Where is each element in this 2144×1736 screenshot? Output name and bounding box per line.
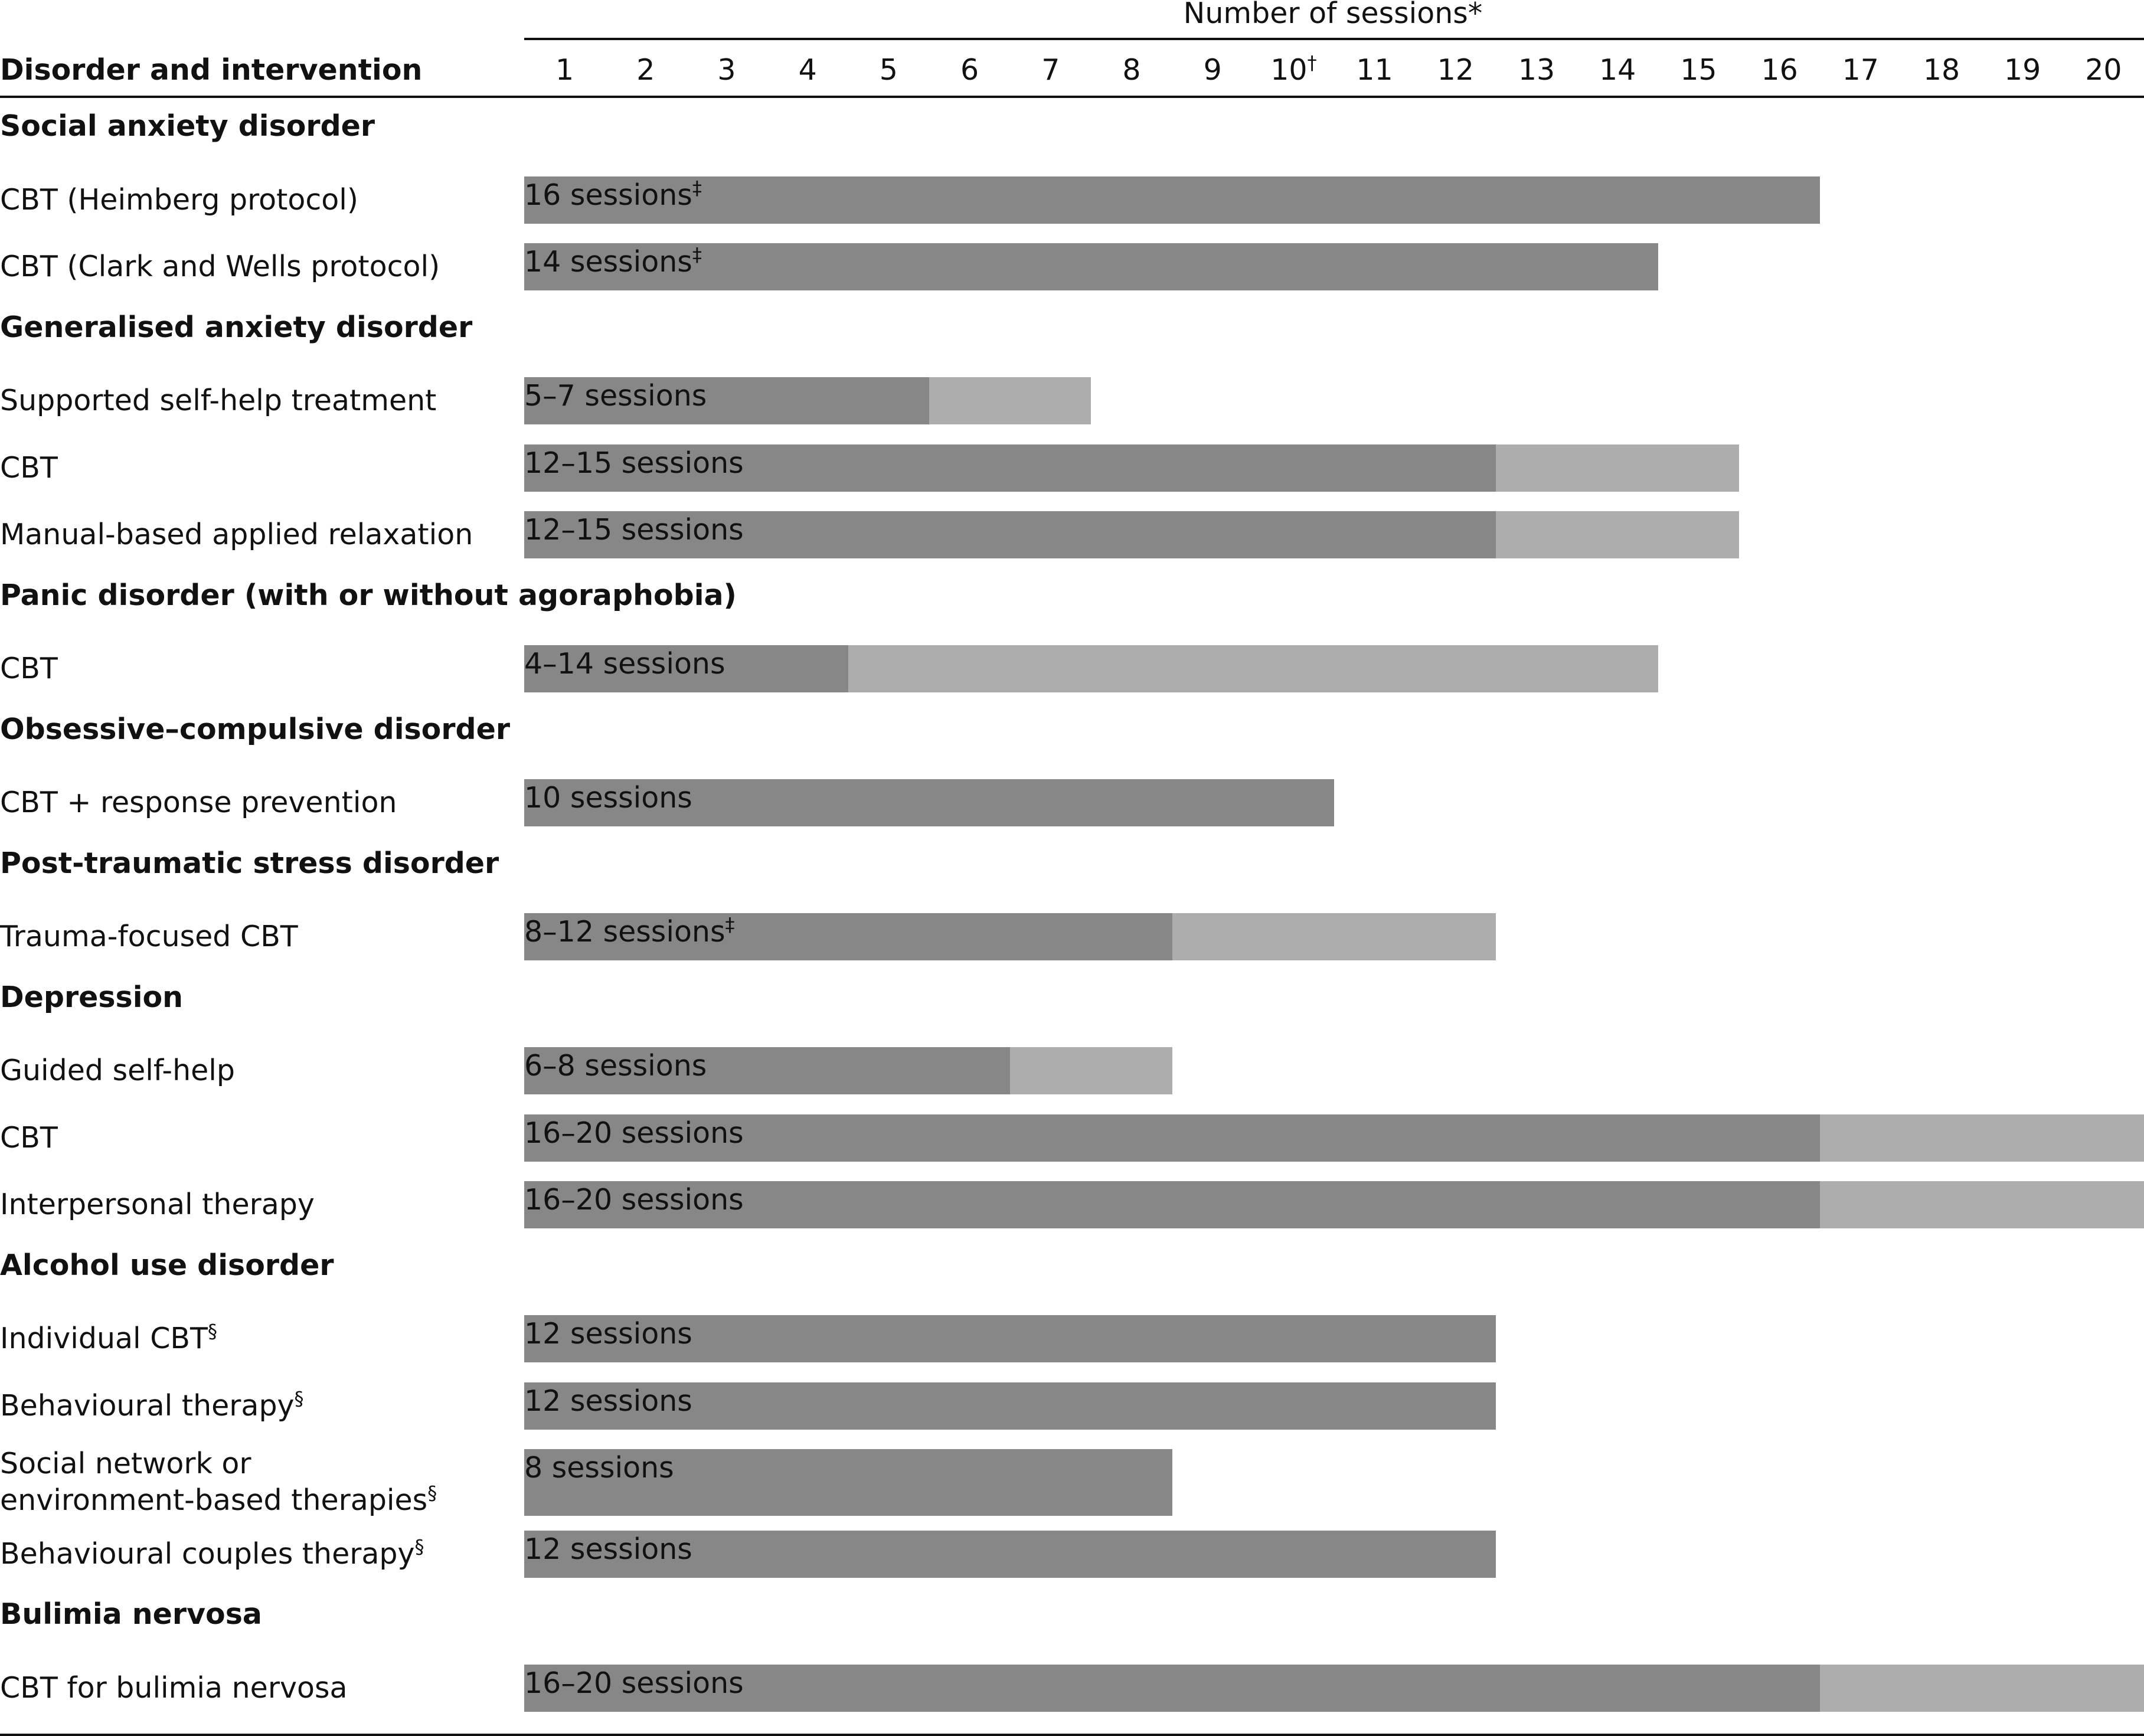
x-tick-label: 15 [1680, 53, 1717, 87]
x-tick-label: 6 [960, 53, 979, 87]
bar-range-segment [1820, 1181, 2144, 1228]
bar-data-label: 8 sessions [524, 1451, 674, 1485]
group-heading: Obsessive–compulsive disorder [0, 712, 510, 746]
intervention-label: Trauma-focused CBT [0, 920, 298, 953]
group-heading: Alcohol use disorder [0, 1248, 334, 1282]
bar-range-segment [1172, 913, 1496, 960]
bar-data-label: 4–14 sessions [524, 647, 725, 681]
bar-data-label: 16–20 sessions [524, 1183, 744, 1217]
x-tick-label: 18 [1923, 53, 1960, 87]
label-footnote-mark: § [294, 1387, 304, 1410]
axis-title: Number of sessions* [1183, 0, 1483, 30]
bar-data-label: 10 sessions [524, 781, 692, 815]
tick-footnote-mark: † [1307, 51, 1317, 74]
x-tick-label: 16 [1761, 53, 1798, 87]
bar-range-segment [1820, 1114, 2144, 1162]
bar-range-segment [1496, 444, 1739, 492]
bar-footnote-mark: ‡ [692, 243, 702, 266]
bar-data-label: 16–20 sessions [524, 1116, 744, 1150]
group-heading: Panic disorder (with or without agoraphobia) [0, 578, 737, 612]
bar-range-segment [1496, 511, 1739, 558]
bar-data-label: 8–12 sessions‡ [524, 913, 735, 949]
intervention-label: Behavioural couples therapy§ [0, 1535, 424, 1571]
label-footnote-mark: § [414, 1535, 424, 1558]
group-heading: Depression [0, 980, 184, 1014]
x-tick-label: 11 [1356, 53, 1393, 87]
x-tick-label: 4 [798, 53, 817, 87]
x-tick-label: 7 [1041, 53, 1060, 87]
x-tick-label: 14 [1599, 53, 1636, 87]
bar-data-label: 16–20 sessions [524, 1666, 744, 1700]
intervention-label: Social network or environment-based therapies§ [0, 1447, 437, 1517]
row-header: Disorder and intervention [0, 53, 423, 87]
intervention-label: Individual CBT§ [0, 1320, 217, 1355]
group-heading: Social anxiety disorder [0, 109, 375, 143]
intervention-label: Guided self-help [0, 1054, 236, 1087]
intervention-label: CBT [0, 652, 58, 685]
bar-data-label: 12–15 sessions [524, 446, 744, 480]
bar-data-label: 12 sessions [524, 1532, 692, 1566]
bar-range-segment [1820, 1665, 2144, 1712]
x-tick-label: 5 [879, 53, 898, 87]
intervention-label: CBT (Heimberg protocol) [0, 182, 358, 217]
intervention-label: CBT + response prevention [0, 786, 397, 819]
intervention-label: Interpersonal therapy [0, 1188, 315, 1221]
bottom-rule [0, 1734, 2144, 1736]
bar-range-segment [1010, 1047, 1172, 1094]
group-heading: Generalised anxiety disorder [0, 310, 473, 344]
intervention-label: Supported self-help treatment [0, 384, 437, 417]
x-tick-label: 2 [636, 53, 655, 87]
intervention-label: CBT [0, 450, 58, 485]
x-tick-label: 1 [555, 53, 574, 87]
bar-range-segment [929, 377, 1091, 424]
intervention-label: Behavioural therapy§ [0, 1387, 304, 1423]
x-tick-label: 13 [1518, 53, 1555, 87]
x-tick-label: 3 [717, 53, 736, 87]
intervention-label: CBT (Clark and Wells protocol) [0, 250, 440, 283]
label-footnote-mark: § [207, 1320, 217, 1343]
bar-footnote-mark: ‡ [692, 176, 702, 200]
intervention-label: CBT for bulimia nervosa [0, 1670, 348, 1705]
bar-data-label: 12 sessions [524, 1384, 692, 1418]
bar-footnote-mark: ‡ [725, 913, 735, 936]
x-tick-label: 19 [2004, 53, 2041, 87]
x-tick-label: 17 [1842, 53, 1879, 87]
x-tick-label: 9 [1203, 53, 1222, 87]
bar-data-label: 6–8 sessions [524, 1049, 707, 1083]
header-rule [0, 96, 2144, 98]
bar-data-label: 12–15 sessions [524, 513, 744, 547]
intervention-label: Manual-based applied relaxation [0, 518, 473, 551]
top-rule-under-title [524, 38, 2144, 40]
x-tick-label: 8 [1122, 53, 1141, 87]
label-footnote-mark: § [427, 1482, 437, 1505]
group-heading: Post-traumatic stress disorder [0, 846, 499, 880]
bar-range-segment [848, 645, 1658, 692]
bar-data-label: 16 sessions‡ [524, 176, 702, 212]
group-heading: Bulimia nervosa [0, 1597, 262, 1631]
bar-data-label: 5–7 sessions [524, 379, 707, 413]
x-tick-label: 20 [2085, 53, 2122, 87]
x-tick-label: 12 [1437, 53, 1474, 87]
intervention-label: CBT [0, 1120, 58, 1155]
bar-data-label: 14 sessions‡ [524, 243, 702, 279]
x-tick-label: 10† [1270, 51, 1317, 87]
bar-data-label: 12 sessions [524, 1317, 692, 1351]
bar-minimum-segment [524, 176, 1820, 224]
